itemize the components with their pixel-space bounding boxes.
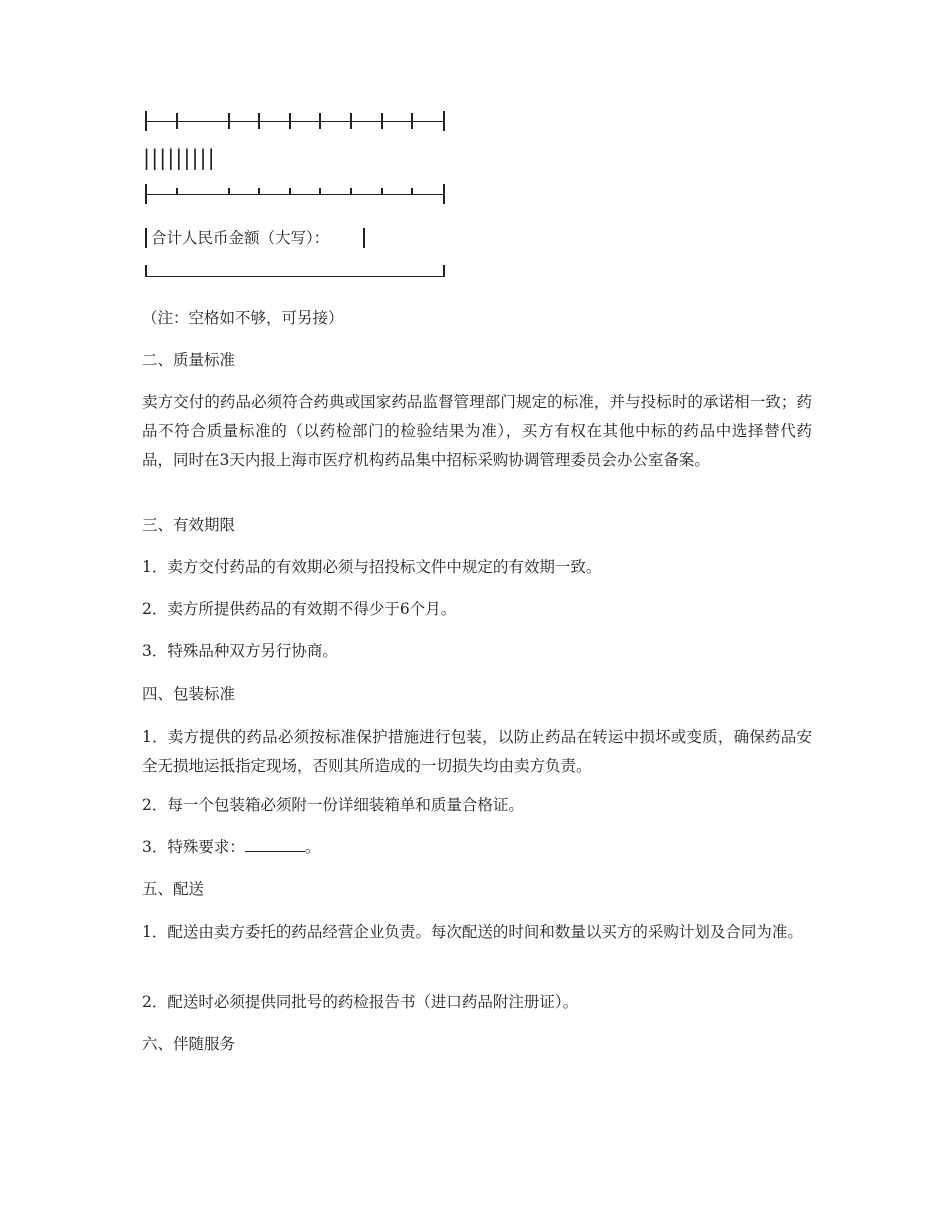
table-tick <box>176 113 178 129</box>
section-heading-quality: 二、质量标准 <box>142 351 236 369</box>
table-border-mid <box>363 228 365 248</box>
table-tick <box>319 113 321 129</box>
table-tick <box>228 188 230 195</box>
packaging-item-3 <box>142 837 320 858</box>
table-tick <box>319 188 321 195</box>
table-tick <box>411 188 413 195</box>
table-bottom-rule <box>145 276 445 277</box>
table-border-left <box>145 228 147 248</box>
packaging-item-2: 2．每一个包装箱必须附一份详细装箱单和质量合格证。 <box>142 796 524 814</box>
validity-item-2: 2．卖方所提供药品的有效期不得少于6个月。 <box>142 600 457 618</box>
section-heading-delivery: 五、配送 <box>142 880 205 898</box>
table-border-right <box>443 265 445 276</box>
table-tick <box>145 111 147 131</box>
table-tick <box>228 113 230 129</box>
table-tick <box>258 188 260 195</box>
delivery-item-1: 1．配送由卖方委托的药品经营企业负责。每次配送的时间和数量以买方的采购计划及合同为准。 <box>142 923 803 941</box>
table-tick <box>258 113 260 129</box>
table-tick <box>145 184 147 204</box>
packaging-item-1: 1．卖方提供的药品必须按标准保护措施进行包装，以防止药品在转运中损坏或变质，确保药品安全无损地运抵指定现场，否则其所造成的一切损失均由卖方负责。 <box>142 728 812 775</box>
table-rule-2 <box>145 194 445 195</box>
table-border-left <box>145 265 147 276</box>
table-tick <box>411 113 413 129</box>
table-tick <box>350 188 352 195</box>
table-tick <box>443 184 445 204</box>
packaging-item-3-label: 3．特殊要求： <box>142 838 245 856</box>
table-tick <box>176 188 178 195</box>
table-tick <box>289 113 291 129</box>
table-tick <box>350 113 352 129</box>
special-requirements-blank <box>245 837 305 852</box>
table-rule-1 <box>145 121 445 122</box>
table-tick <box>289 188 291 195</box>
validity-item-3: 3．特殊品种双方另行协商。 <box>142 642 338 660</box>
packaging-item-3-end: 。 <box>304 838 321 856</box>
section-heading-validity: 三、有效期限 <box>142 516 236 534</box>
quality-paragraph: 卖方交付的药品必须符合药典或国家药品监督管理部门规定的标准，并与投标时的承诺相一致；药品不符合质量标准的（以药检部门的检验结果为准），买方有权在其他中标的药品中选择替代药品，同时在3天内报上海市医疗机构药品集中招标采购协调管理委员会办公室备案。 <box>142 393 812 469</box>
table-tick <box>443 111 445 131</box>
table-tick <box>381 188 383 195</box>
table-tick <box>381 113 383 129</box>
section-heading-service: 六、伴随服务 <box>142 1035 236 1053</box>
table-bar-row: ||||||||| <box>143 146 216 170</box>
validity-item-1: 1．卖方交付药品的有效期必须与招投标文件中规定的有效期一致。 <box>142 558 602 576</box>
table-note: （注：空格如不够，可另接） <box>142 309 344 327</box>
total-amount-label: 合计人民币金额（大写）： <box>151 229 330 247</box>
delivery-item-2: 2．配送时必须提供同批号的药检报告书（进口药品附注册证）。 <box>142 993 579 1011</box>
section-heading-packaging: 四、包装标准 <box>142 685 236 703</box>
